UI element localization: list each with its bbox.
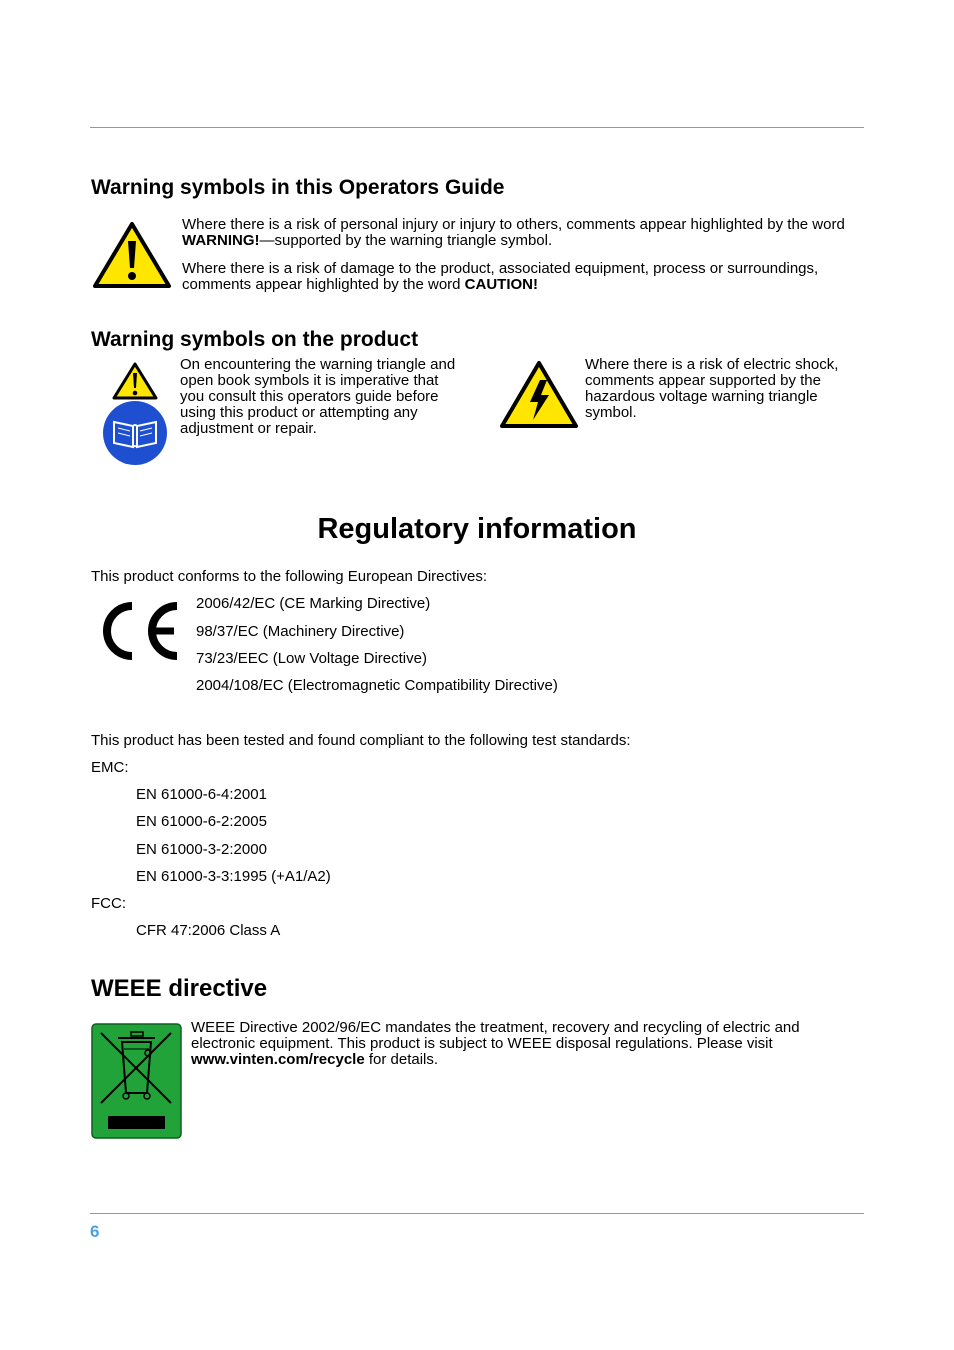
weee-link[interactable]: www.vinten.com/recycle xyxy=(191,1051,365,1068)
directive-item: 2006/42/EC (CE Marking Directive) xyxy=(196,595,431,612)
warning-product-right-text: Where there is a risk of electric shock, comments appear supported by the hazardous voltage warning triangle symbol. xyxy=(585,356,839,421)
caution-paragraph: Where there is a risk of damage to the product, associated equipment, process or surroundings, comments appear highlighted by the word CAUTION! xyxy=(182,260,819,293)
warning-triangle-small-icon xyxy=(112,362,158,400)
tested-intro: This product has been tested and found compliant to the following test standards: xyxy=(91,732,631,749)
page-number: 6 xyxy=(90,1222,100,1241)
warning-paragraph: Where there is a risk of personal injury or injury to others, comments appear highlighted by the word WARNING!—supported by the warning triangle symbol. xyxy=(182,216,845,249)
warning-product-left-text: On encountering the warning triangle and open book symbols it is imperative that you consult this operators guide before using this product or attempting any adjustment or repair. xyxy=(180,356,456,437)
warning-product-heading: Warning symbols on the product xyxy=(91,328,419,351)
warning-guide-heading: Warning symbols in this Operators Guide xyxy=(91,176,505,199)
electric-shock-icon xyxy=(499,360,579,430)
emc-standard: EN 61000-6-2:2005 xyxy=(136,813,267,830)
warning-guide-text xyxy=(182,217,862,293)
weee-text: WEEE Directive 2002/96/EC mandates the treatment, recovery and recycling of electric and electronic equipment. This product is subject to WEEE disposal regulations. Please visit www.vinten.com/recycle for details. xyxy=(191,1019,800,1068)
emc-standard: EN 61000-3-3:1995 (+A1/A2) xyxy=(136,868,331,885)
emc-label: EMC: xyxy=(91,759,129,776)
open-book-icon xyxy=(102,400,168,466)
emc-standard: EN 61000-3-2:2000 xyxy=(136,841,267,858)
directive-item: 73/23/EEC (Low Voltage Directive) xyxy=(196,650,427,667)
directive-item: 98/37/EC (Machinery Directive) xyxy=(196,623,405,640)
directive-item: 2004/108/EC (Electromagnetic Compatibility Directive) xyxy=(196,677,558,694)
warning-triangle-icon xyxy=(92,221,172,289)
regulatory-intro: This product conforms to the following European Directives: xyxy=(91,568,488,585)
regulatory-title: Regulatory information xyxy=(317,513,637,545)
fcc-label: FCC: xyxy=(91,895,126,912)
weee-bin-icon xyxy=(91,1023,182,1139)
emc-standard: EN 61000-6-4:2001 xyxy=(136,786,267,803)
top-rule xyxy=(90,127,864,128)
weee-heading: WEEE directive xyxy=(91,975,268,1002)
ce-mark-icon xyxy=(93,598,185,664)
fcc-standard: CFR 47:2006 Class A xyxy=(136,922,281,939)
bottom-rule xyxy=(90,1213,864,1214)
